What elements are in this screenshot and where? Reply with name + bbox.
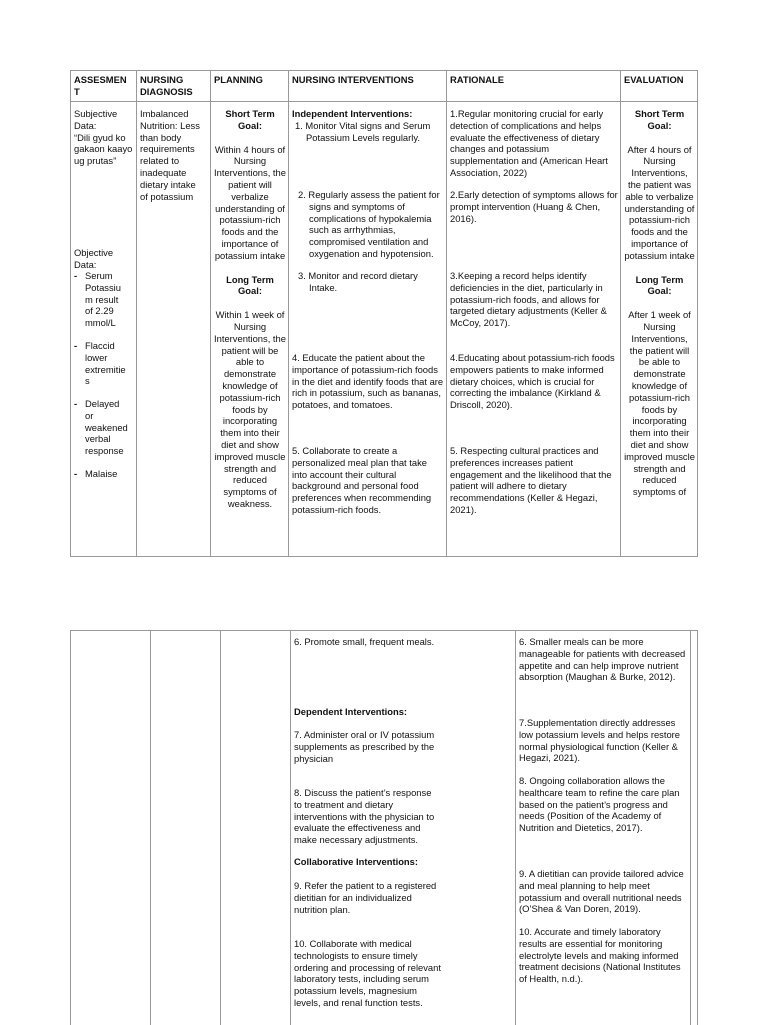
planning-cell — [211, 108, 289, 510]
interventions-cell — [289, 108, 447, 143]
diagnosis-text: Imbalanced Nutrition: Less than body requirements related to inadequate dietary intake of potassium — [140, 108, 200, 202]
intervention-5: 5. Collaborate to create a personalized meal plan that take into account their cultural background and personal food preferences when recommending potassium-rich foods. — [292, 445, 432, 515]
evaluation-cell — [621, 108, 698, 498]
intervention-9: 9. Refer the patient to a registered dietitian for an individualized nutrition plan. — [294, 880, 437, 915]
assessment-cell — [71, 108, 137, 167]
objective-item: - Serum Potassiu m result of 2.29 mmol/L — [71, 270, 131, 329]
dependent-title: Dependent Interventions: — [294, 706, 408, 717]
intervention-1: 1. Monitor Vital signs and Serum Potassium Levels regularly. — [295, 119, 431, 143]
rationale-2: 2.Early detection of symptoms allows for prompt intervention (Huang & Chen, 2016). — [450, 189, 618, 224]
eval-short-term-text: After 4 hours of Nursing Interventions, the patient was able to verbalize understanding of potassium-rich foods and the importance of potassium intake — [624, 143, 695, 261]
eval-long-term-title: Long Term Goal: — [635, 273, 684, 297]
header-planning: PLANNING — [214, 74, 263, 85]
diagnosis-column — [151, 631, 221, 1025]
header-assessment: ASSESMEN T — [74, 74, 127, 97]
care-plan-table-page-1 — [70, 70, 698, 557]
objective-item: - Flaccid lower extremitie s — [71, 340, 131, 387]
intervention-6: 6. Promote small, frequent meals. — [294, 636, 435, 647]
rationale-3: 3.Keeping a record helps identify deficiencies in the diet, particularly in potassium-rich foods, and allows for targeted dietary adjustments (Keller & McCoy, 2017). — [450, 270, 607, 329]
rationale-8: 8. Ongoing collaboration allows the healthcare team to refine the care plan based on the patient’s progress and needs (Position of the Academy of Nutrition and Dietetics, 2017). — [519, 775, 680, 834]
header-rationale: RATIONALE — [450, 74, 504, 85]
short-term-goal-text: Within 4 hours of Nursing Interventions, the patient will verbalize understanding of potassium-rich foods and the importance of potassium intake — [214, 143, 286, 261]
intervention-8: 8. Discuss the patient’s response to treatment and dietary interventions with the physician to evaluate the effectiveness and make necessary adjustments. — [294, 787, 435, 846]
planning-column — [221, 631, 291, 1025]
rationale-9: 9. A dietitian can provide tailored advice and meal planning to help meet potassium and overall nutritional needs (O’Shea & Van Doren, 2019). — [519, 868, 684, 915]
long-term-goal-title: Long Term Goal: — [226, 273, 274, 297]
subjective-label: Subjective Data: — [74, 108, 118, 131]
short-term-goal-title: Short Term Goal: — [225, 108, 275, 131]
header-interventions: NURSING INTERVENTIONS — [292, 74, 414, 85]
evaluation-column — [691, 631, 698, 1025]
independent-title: Independent Interventions: — [292, 108, 413, 119]
intervention-2: 2. Regularly assess the patient for signs and symptoms of complications of hypokalemia such as arrhythmias, compromised ventilation and oxygenation and hypotension. — [298, 189, 440, 259]
rationale-10: 10. Accurate and timely laboratory results are essential for monitoring electrolyte levels and making informed treatment decisions (National Institutes of Health, n.d.). — [519, 926, 681, 985]
intervention-3: 3. Monitor and record dietary Intake. — [298, 270, 418, 293]
rationale-6: 6. Smaller meals can be more manageable for patients with decreased appetite and can help improve nutrient absorption (Maughan & Burke, 2012). — [519, 636, 686, 683]
assessment-column — [71, 631, 151, 1025]
collaborative-title: Collaborative Interventions: — [294, 856, 418, 867]
intervention-10: 10. Collaborate with medical technologists to ensure timely ordering and processing of relevant laboratory tests, including serum potassium levels, magnesium levels, and renal function tests. — [294, 938, 441, 1008]
objective-item: - Delayed or weakened verbal response — [71, 398, 131, 457]
care-plan-table-page-2 — [70, 630, 698, 1025]
objective-item: - Malaise — [71, 468, 137, 480]
objective-label: Objective Data: — [74, 247, 114, 270]
rationale-1: 1.Regular monitoring crucial for early detection of complications and helps evaluate the effectiveness of dietary changes and potassium supplementation and (American Heart Association, 2022) — [450, 108, 608, 178]
long-term-goal-text: Within 1 week of Nursing Interventions, the patient will be able to demonstrate knowledge of potassium-rich foods by incorporating them into their diet and show improved muscle strength and reduced symptoms of weakness. — [214, 309, 286, 509]
intervention-7: 7. Administer oral or IV potassium supplements as prescribed by the physician — [294, 729, 435, 764]
intervention-4: 4. Educate the patient about the importance of potassium-rich foods in the diet and identify foods that are rich in potassium, such as bananas, potatoes, and tomatoes. — [292, 352, 444, 411]
header-evaluation: EVALUATION — [624, 74, 684, 85]
eval-short-term-title: Short Term Goal: — [634, 108, 685, 131]
rationale-5: 5. Respecting cultural practices and preferences increases patient engagement and the likelihood that the patient will adhere to dietary recommendations (Keller & Hegazi, 2021). — [450, 445, 612, 515]
objective-cell — [71, 247, 137, 271]
subjective-quote: “Dili gyud ko gakaon kaayo ug prutas” — [74, 131, 133, 167]
eval-long-term-text: After 1 week of Nursing Interventions, the patient will be able to demonstrate knowledge of potassium-rich foods by incorporating them into their diet and show improved muscle strength and reduced symptoms of — [624, 309, 695, 498]
rationale-7: 7.Supplementation directly addresses low potassium levels and helps restore normal physiological function (Keller & Hegazi, 2021). — [519, 717, 681, 764]
header-diagnosis: NURSING DIAGNOSIS — [140, 74, 193, 97]
rationale-4: 4.Educating about potassium-rich foods empowers patients to make informed dietary choices, which is crucial for correcting the imbalance (Kirkland & Driscoll, 2020). — [450, 352, 615, 411]
